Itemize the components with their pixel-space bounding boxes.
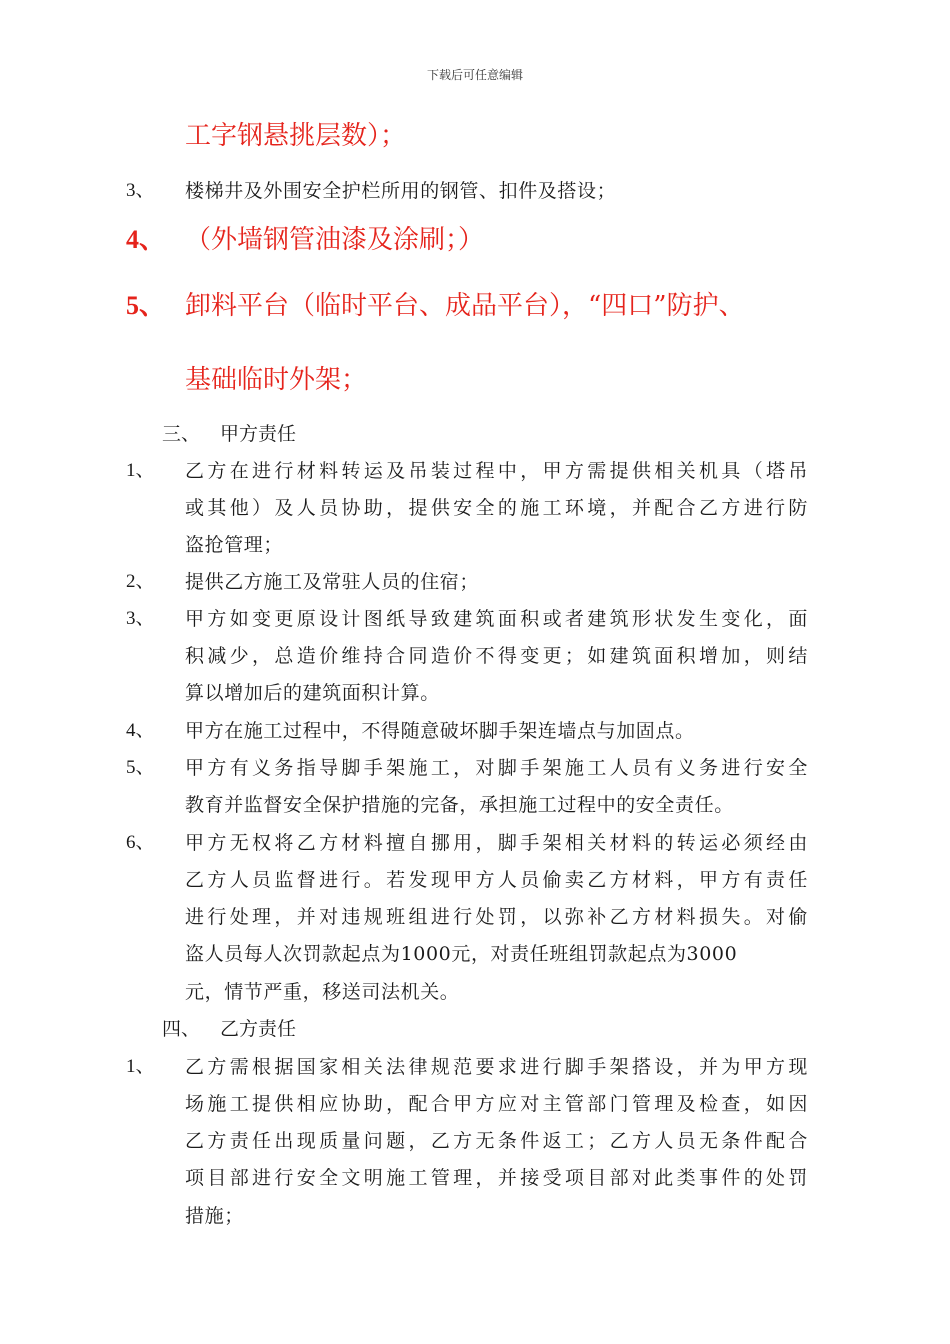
item-number: 3、: [126, 180, 155, 201]
list-item-line: 甲方如变更原设计图纸导致建筑面积或者建筑形状发生变化，面: [185, 608, 808, 630]
list-item-line: 甲方无权将乙方材料擅自挪用，脚手架相关材料的转运必须经由: [185, 832, 808, 854]
list-item-line: 项目部进行安全文明施工管理，并接受项目部对此类事件的处罚: [185, 1167, 808, 1189]
list-item-number: 6、: [126, 832, 155, 853]
list-item-line: 乙方责任出现质量问题，乙方无条件返工；乙方人员无条件配合: [185, 1130, 808, 1152]
list-item-line: 盗人员每人次罚款起点为1000元，对责任班组罚款起点为3000: [185, 943, 738, 965]
list-item-line: 乙方人员监督进行。若发现甲方人员偷卖乙方材料，甲方有责任: [185, 869, 808, 891]
section-title: 甲方责任: [220, 423, 297, 445]
list-item-line: 进行处理，并对违规班组进行处罚，以弥补乙方材料损失。对偷: [185, 906, 808, 928]
list-item-line: 盗抢管理；: [185, 534, 284, 556]
list-item-line: 场施工提供相应协助，配合甲方应对主管部门管理及检查，如因: [185, 1093, 808, 1115]
list-item-number: 4、: [126, 720, 155, 741]
item-text: 基础临时外架；: [185, 365, 368, 395]
list-item-line: 甲方在施工过程中，不得随意破坏脚手架连墙点与加固点。: [185, 720, 695, 742]
list-item-line: 乙方需根据国家相关法律规范要求进行脚手架搭设，并为甲方现: [185, 1056, 808, 1078]
item-text: （外墙钢管油漆及涂刷；）: [185, 225, 485, 255]
continued-text: 工字钢悬挑层数）；: [185, 121, 407, 151]
page-header: 下载后可任意编辑: [426, 68, 523, 82]
section-number: 三、: [162, 423, 201, 445]
list-item-number: 1、: [126, 1056, 155, 1077]
item-number: 4、: [126, 225, 166, 254]
list-item-line: 元，情节严重，移送司法机关。: [185, 981, 460, 1003]
list-item-number: 2、: [126, 571, 155, 592]
list-item-number: 3、: [126, 608, 155, 629]
list-item-line: 乙方在进行材料转运及吊装过程中，甲方需提供相关机具（塔吊: [185, 460, 808, 482]
list-item-line: 甲方有义务指导脚手架施工，对脚手架施工人员有义务进行安全: [185, 757, 808, 779]
list-item-number: 5、: [126, 757, 155, 778]
list-item-line: 措施；: [185, 1205, 244, 1227]
item-text: 卸料平台（临时平台、成品平台），“四口”防护、: [185, 291, 745, 321]
section-number: 四、: [162, 1018, 201, 1040]
item-number: 5、: [126, 291, 166, 320]
section-title: 乙方责任: [220, 1018, 297, 1040]
list-item-line: 或其他）及人员协助，提供安全的施工环境，并配合乙方进行防: [185, 497, 808, 519]
list-item-line: 算以增加后的建筑面积计算。: [185, 682, 440, 704]
list-item-line: 积减少，总造价维持合同造价不得变更；如建筑面积增加，则结: [185, 645, 808, 667]
item-text: 楼梯井及外围安全护栏所用的钢管、扣件及搭设；: [185, 180, 617, 202]
list-item-line: 提供乙方施工及常驻人员的住宿；: [185, 571, 480, 593]
list-item-line: 教育并监督安全保护措施的完备，承担施工过程中的安全责任。: [185, 794, 734, 816]
list-item-number: 1、: [126, 460, 155, 481]
